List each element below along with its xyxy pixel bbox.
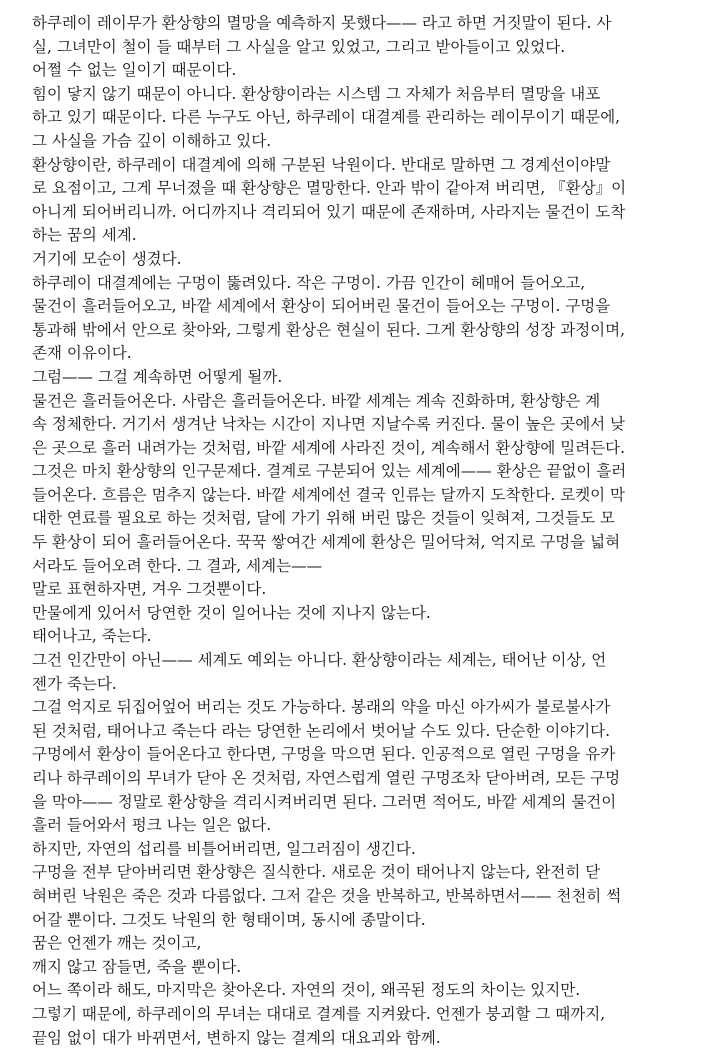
text-line: 구멍을 전부 닫아버리면 환상향은 질식한다. 새로운 것이 태어나지 않는다, 완전히 닫 <box>32 863 601 882</box>
text-line: 꿈은 언젠가 깨는 것이고, <box>32 934 202 953</box>
text-line: 그럼—— 그걸 계속하면 어떻게 될까. <box>32 367 283 386</box>
text-line: 물건은 흘러들어온다. 사람은 흘러들어온다. 바깥 세계는 계속 진화하며, 환상향은 계 <box>32 391 601 410</box>
text-line: 서라도 들어오려 한다. 그 결과, 세계는—— <box>32 556 323 575</box>
text-line: 힘이 닿지 않기 때문이 아니다. 환상향이라는 시스템 그 자체가 처음부터 멸망을 내포 <box>32 84 601 103</box>
text-line: 그걸 억지로 뒤집어엎어 버리는 것도 가능하다. 봉래의 약을 마신 아가씨가 불로불사가 <box>32 698 611 717</box>
text-line: 들어온다. 흐름은 멈추지 않는다. 바깥 세계에선 결국 인류는 달까지 도착한다. 로켓이 막 <box>32 485 626 504</box>
text-line: 태어나고, 죽는다. <box>32 627 152 646</box>
text-line: 거기에 모순이 생겼다. <box>32 249 182 268</box>
text-line: 대한 연료를 필요로 하는 것처럼, 달에 가기 위해 버린 많은 것들이 잊혀져, 그것들도 모 <box>32 509 615 528</box>
text-line: 끝임 없이 대가 바뀌면서, 변하지 않는 결계의 대요괴와 함께. <box>32 1028 441 1047</box>
text-line: 그것은 마치 환상향의 인구문제다. 결계로 구분되어 있는 세계에—— 환상은 끝없이 흘러 <box>32 462 627 481</box>
text-line: 두 환상이 되어 흘러들어온다. 꾹꾹 쌓여간 세계에 환상은 밀어닥쳐, 억지로 구멍을 넓혀 <box>32 533 621 552</box>
text-line: 어쩔 수 없는 일이기 때문이다. <box>32 61 237 80</box>
text-line: 리나 하쿠레이의 무녀가 닫아 온 것처럼, 자연스럽게 열린 구멍조차 닫아버려, 모든 구멍 <box>32 769 621 787</box>
text-line: 아니게 되어버리니까. 어디까지나 격리되어 있기 때문에 존재하며, 사라지는 물건이 도착 <box>32 202 626 221</box>
text-line: 하고 있기 때문이다. 다른 누구도 아닌, 하쿠레이 대결계를 관리하는 레이무이기 때문에, <box>32 108 621 127</box>
text-line: 을 막아—— 정말로 환상향을 격리시켜버리면 된다. 그러면 적어도, 바깥 세계의 물건이 <box>32 792 617 811</box>
text-line: 물건이 흘러들어오고, 바깥 세계에서 환상이 되어버린 물건이 들어오는 구멍이. 구멍을 <box>32 297 611 316</box>
text-line: 흘러 들어와서 펑크 나는 일은 없다. <box>32 816 272 835</box>
text-line: 된 것처럼, 태어나고 죽는다 라는 당연한 논리에서 벗어날 수도 있다. 단순한 이야기다. <box>32 721 611 740</box>
text-line: 그건 인간만이 아닌—— 세계도 예외는 아니다. 환상향이라는 세계는, 태어난 이상, 언 <box>32 651 607 670</box>
text-line: 깨지 않고 잠들면, 죽을 뿐이다. <box>32 957 242 976</box>
text-line: 환상향이란, 하쿠레이 대결계에 의해 구분된 낙원이다. 반대로 말하면 그 경계선이야말 <box>32 155 611 174</box>
text-line: 하지만, 자연의 섭리를 비틀어버리면, 일그러짐이 생긴다. <box>32 839 416 858</box>
text-line: 말로 표현하자면, 겨우 그것뿐이다. <box>32 580 267 599</box>
text-line: 하쿠레이 대결계에는 구멍이 뚫려있다. 작은 구멍이. 가끔 인간이 헤매어 들어오고, <box>32 273 586 292</box>
document-page <box>32 12 700 1050</box>
text-line: 하는 꿈의 세계. <box>32 226 137 245</box>
text-line: 은 곳으로 흘러 내려가는 것처럼, 바깥 세계에 사라진 것이, 계속해서 환상향에 밀려든다. <box>32 438 626 457</box>
text-line: 그렇기 때문에, 하쿠레이의 무녀는 대대로 결계를 지켜왔다. 언젠가 붕괴할 그 때까지, <box>32 1004 606 1023</box>
text-line: 어갈 뿐이다. 그것도 낙원의 한 형태이며, 동시에 종말이다. <box>32 910 426 929</box>
text-line: 그 사실을 가슴 깊이 이해하고 있다. <box>32 131 272 150</box>
text-line: 로 요점이고, 그게 무너졌을 때 환상향은 멸망한다. 안과 밖이 같아져 버리면, 『환상』이 <box>32 179 627 198</box>
text-line: 존재 이유이다. <box>32 344 132 363</box>
text-line: 젠가 죽는다. <box>32 674 117 693</box>
text-line: 속 정체한다. 거기서 생겨난 낙차는 시간이 지나면 지날수록 커진다. 물이 높은 곳에서 낮 <box>32 415 626 434</box>
text-line: 어느 쪽이라 해도, 마지막은 찾아온다. 자연의 것이, 왜곡된 정도의 차이는 있지만. <box>32 981 581 1000</box>
text-line: 구멍에서 환상이 들어온다고 한다면, 구멍을 막으면 된다. 인공적으로 열린 구멍을 유카 <box>32 745 616 764</box>
text-line: 하쿠레이 레이무가 환상향의 멸망을 예측하지 못했다—— 라고 하면 거짓말이 된다. 사 <box>32 14 612 32</box>
text-line: 만물에게 있어서 당연한 것이 일어나는 것에 지나지 않는다. <box>32 603 431 622</box>
text-line: 혀버린 낙원은 죽은 것과 다름없다. 그저 같은 것을 반복하고, 반복하면서—— 천천히 썩 <box>32 886 622 905</box>
text-line: 실, 그녀만이 철이 들 때부터 그 사실을 알고 있었고, 그리고 받아들이고 있었다. <box>32 37 566 56</box>
text-line: 통과해 밖에서 안으로 찾아와, 그렇게 환상은 현실이 된다. 그게 환상향의 성장 과정이며, <box>32 320 626 339</box>
